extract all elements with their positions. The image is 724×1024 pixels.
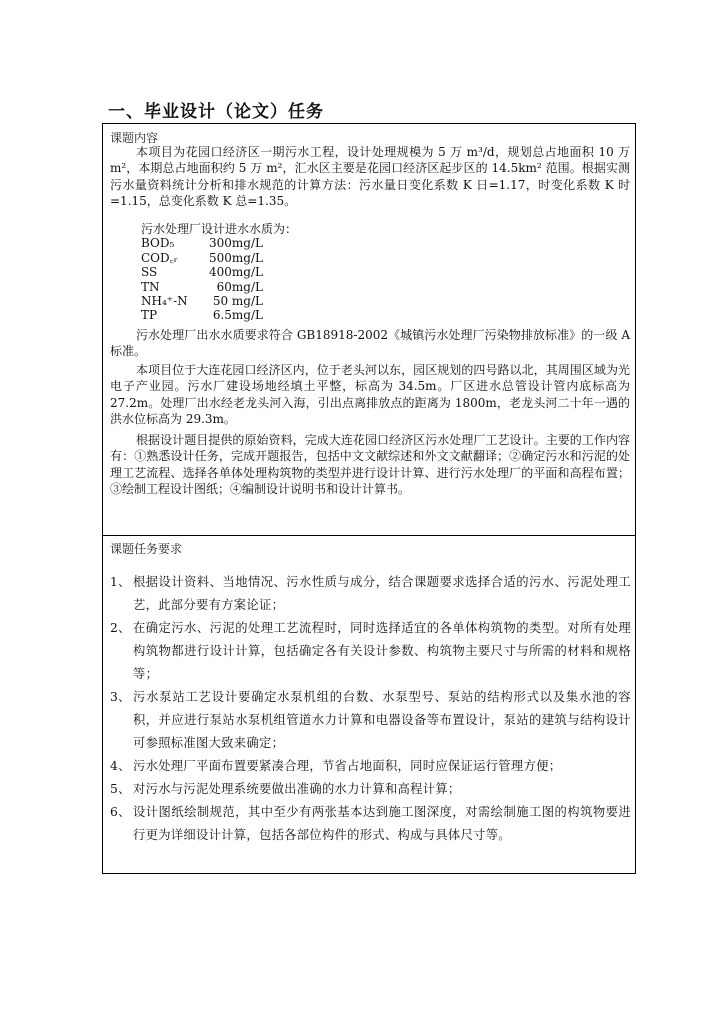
requirement-text: 设计图纸绘制规范，其中至少有两张基本达到施工图深度，对需绘制施工图的构筑物要进行更为详细设计计算，包括各部位构件的形式、构成与具体尺寸等。 <box>133 805 631 842</box>
requirement-text: 污水泵站工艺设计要确定水泵机组的台数、水泵型号、泵站的结构形式以及集水池的容积，并应进行泵站水泵机组管道水力计算和电器设备等布置设计，泵站的建筑与结构设计可参照标准图大致来确定； <box>133 690 631 750</box>
requirement-number: 1、 <box>110 575 131 589</box>
requirement-item <box>103 617 637 686</box>
quality-row <box>141 236 297 250</box>
requirement-text: 对污水与污泥处理系统要做出准确的水力计算和高程计算； <box>133 782 461 796</box>
quality-row <box>141 280 297 294</box>
requirements-list <box>103 571 637 847</box>
requirement-item <box>103 755 637 778</box>
quality-row <box>141 251 297 265</box>
quality-value: 500mg/L <box>209 250 263 265</box>
requirement-number: 4、 <box>110 759 131 773</box>
effluent-paragraph: 污水处理厂出水水质要求符合 GB18918-2002《城镇污水处理厂污染物排放标准》的一级 A 标准。 <box>110 328 630 359</box>
requirements-label: 课题任务要求 <box>110 542 183 556</box>
requirement-item <box>103 686 637 755</box>
quality-name: SS <box>141 265 158 280</box>
requirement-number: 2、 <box>110 621 131 635</box>
task-requirements-box <box>102 535 636 874</box>
section-heading: 一、毕业设计（论文）任务 <box>108 102 324 122</box>
influent-quality-title: 污水处理厂设计进水水质为： <box>141 222 298 236</box>
quality-row <box>141 265 297 279</box>
project-content-box <box>102 123 636 536</box>
quality-name: COD꜀ᵣ <box>141 250 178 265</box>
content-label: 课题内容 <box>110 131 159 145</box>
location-paragraph: 本项目位于大连花园口经济区内，位于老头河以东，园区规划的四号路以北，其周围区域为光电子产业园。污水厂建设场地经填土平整，标高为 34.5m。厂区进水总管设计管内底标高为 27.2m。处理厂出水经老龙头河入海，引出点离排放点的距离为 1800m，老龙头河二十年一遇的洪水位标高为 29.3m。 <box>110 363 630 426</box>
requirement-text: 污水处理厂平面布置要紧凑合理，节省占地面积，同时应保证运行管理方便； <box>133 759 562 773</box>
quality-value: 6.5mg/L <box>212 308 263 323</box>
quality-value: 300mg/L <box>209 236 263 251</box>
requirement-text: 根据设计资料、当地情况、污水性质与成分，结合课题要求选择合适的污水、污泥处理工艺，此部分要有方案论证； <box>133 575 631 612</box>
quality-value: 400mg/L <box>209 265 263 280</box>
requirement-number: 3、 <box>110 690 131 704</box>
quality-name: NH₄⁺-N <box>141 293 188 308</box>
influent-quality-block <box>141 222 297 323</box>
requirement-item <box>103 801 637 847</box>
quality-row <box>141 308 297 322</box>
requirement-text: 在确定污水、污泥的处理工艺流程时，同时选择适宜的各单体构筑物的类型。对所有处理构筑物都进行设计计算，包括确定各有关设计参数、构筑物主要尺寸与所需的材料和规格等； <box>133 621 631 681</box>
quality-value: 50 mg/L <box>212 293 263 308</box>
task-paragraph: 根据设计题目提供的原始资料，完成大连花园口经济区污水处理厂工艺设计。主要的工作内容有：①熟悉设计任务，完成开题报告，包括中文文献综述和外文文献翻译；②确定污水和污泥的处理工艺流程、选择各单体处理构筑物的类型并进行设计计算、进行污水处理厂的平面和高程布置；③绘制工程设计图纸；④编制设计说明书和设计计算书。 <box>110 433 630 496</box>
quality-name: TP <box>141 308 158 323</box>
quality-name: BOD₅ <box>141 236 175 251</box>
quality-name: TN <box>141 279 160 294</box>
requirement-number: 5、 <box>110 782 131 796</box>
quality-row <box>141 294 297 308</box>
quality-value: 60mg/L <box>216 279 263 294</box>
intro-paragraph: 本项目为花园口经济区一期污水工程，设计处理规模为 5 万 m³/d，规划总占地面积 10 万 m²，本期总占地面积约 5 万 m²，汇水区主要是花园口经济区起步区的 14.5km² 范围。根据实测污水量资料统计分析和排水规范的计算方法：污水量日变化系数 K 日=1.17，时变化系数 K 时=1.15，总变化系数 K 总=1.35。 <box>110 145 630 208</box>
requirement-item <box>103 778 637 801</box>
requirement-number: 6、 <box>110 805 131 819</box>
requirement-item <box>103 571 637 617</box>
